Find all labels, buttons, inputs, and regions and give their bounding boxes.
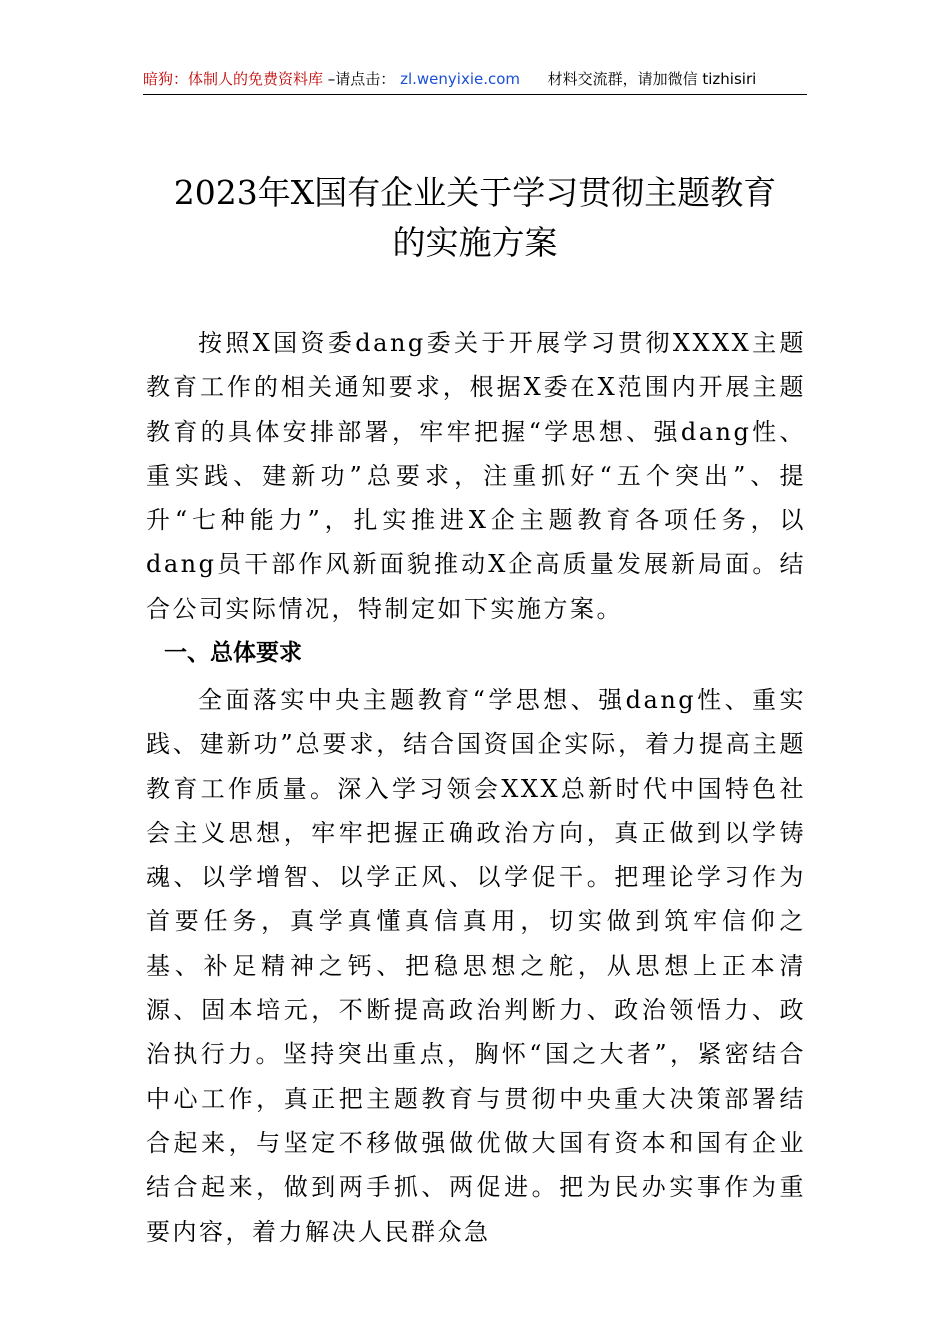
document-title-line1: 2023年X国有企业关于学习贯彻主题教育 [173, 173, 777, 212]
header-site-label: 暗狗：体制人的免费资料库 [143, 70, 324, 88]
document-title [100, 168, 850, 268]
page-header [143, 64, 807, 95]
section-heading-overall-requirements: 一、总体要求 [164, 640, 302, 666]
header-url-link[interactable]: zl.wenyixie.com [400, 70, 521, 88]
section1-paragraph: 全面落实中央主题教育“学思想、强dang性、重实践、建新功”总要求，结合国资国企实际，着力提高主题教育工作质量。深入学习领会XXX总新时代中国特色社会主义思想，牢牢把握正确政治方向，真正做到以学铸魂、以学增智、以学正风、以学促干。把理论学习作为首要任务，真学真懂真信真用，切实做到筑牢信仰之基、补足精神之钙、把稳思想之舵，从思想上正本清源、固本培元，不断提高政治判断力、政治领悟力、政治执行力。坚持突出重点，胸怀“国之大者”，紧密结合中心工作，真正把主题教育与贯彻中央重大决策部署结合起来，与坚定不移做强做优做大国有资本和国有企业结合起来，做到两手抓、两促进。把为民办实事作为重要内容，着力解决人民群众急 [146, 686, 806, 1246]
document-title-line2: 的实施方案 [392, 223, 558, 262]
header-click-prompt: –请点击： [327, 70, 396, 88]
intro-paragraph: 按照X国资委dang委关于开展学习贯彻XXXX主题教育工作的相关通知要求，根据X委在X范围内开展主题教育的具体安排部署，牢牢把握“学思想、强dang性、重实践、建新功”总要求，注重抓好“五个突出”、提升“七种能力”，扎实推进X企主题教育各项任务，以dang员干部作风新面貌推动X企高质量发展新局面。结合公司实际情况，特制定如下实施方案。 [146, 329, 806, 623]
header-wechat-note: 材料交流群，请加微信 tizhisiri [547, 70, 757, 88]
